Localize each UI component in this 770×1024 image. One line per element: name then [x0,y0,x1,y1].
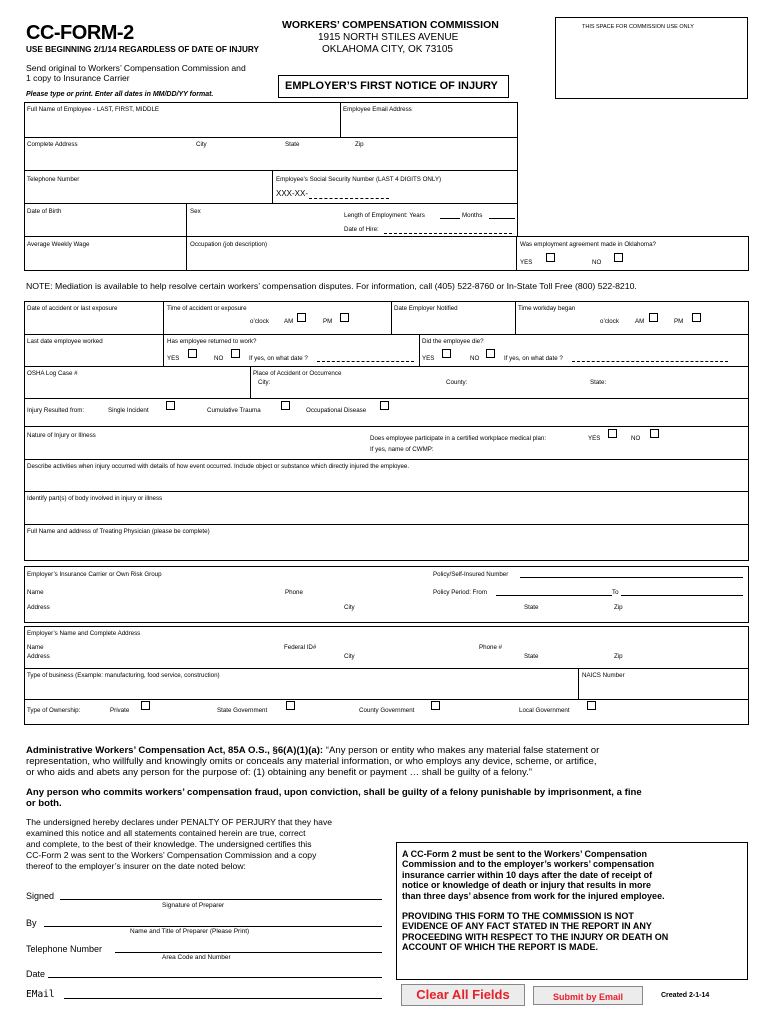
statute-paragraph [26,745,748,778]
occupation-input[interactable] [190,249,512,269]
returned-date-label: If yes, on what date ? [249,355,308,362]
osha-label: OSHA Log Case # [27,370,78,377]
evidence-line1: PROVIDING THIS FORM TO THE COMMISSION IS NOT [402,911,634,921]
cwmp-name-label: If yes, name of CWMP: [370,446,434,453]
cwmp-no-label: NO [631,435,641,442]
accident-oclock-label: o’clock [250,318,269,325]
carrier-phone-label: Phone [285,589,303,596]
returned-no-label: NO [214,355,224,362]
died-yes-label: YES [422,355,435,362]
policy-to-label: To [612,589,619,596]
workday-pm-label: PM [674,318,684,325]
statute-line1: “Any person or entity who makes any material false statement or [323,745,600,756]
workday-am-checkbox[interactable] [649,313,658,322]
declaration-line4: CC-Form 2 was sent to the Workers’ Compensation Commission and a copy [26,850,317,860]
by-label: By [26,918,37,928]
workday-am-label: AM [635,318,645,325]
effective-date-note: USE BEGINNING 2/1/14 REGARDLESS OF DATE OF INJURY [26,45,259,54]
carrier-city-label: City [344,604,355,611]
declaration-line2: examined this notice and all statements contained herein are true, correct [26,828,306,838]
place-city-label: City: [258,379,271,386]
ssn-input[interactable] [309,198,389,199]
declaration-line5: thereof to the employer’s insurer on the date noted below: [26,861,246,871]
employer-heading: Employer’s Name and Complete Address [27,630,141,637]
employer-notified-input[interactable] [394,313,512,333]
telephone-label: Telephone Number [26,944,103,954]
employee-name-label: Full Name of Employee - LAST, FIRST, MIDDLE [27,106,160,113]
signed-label: Signed [26,891,55,901]
months-label: Months [462,212,483,219]
cumulative-trauma-label: Cumulative Trauma [207,407,261,414]
ssn-label: Employee’s Social Security Number (LAST 4 DIGITS ONLY) [276,176,442,183]
by-caption: Name and Title of Preparer (Please Print) [130,928,250,935]
sex-input[interactable] [190,216,330,234]
accident-date-input[interactable] [26,313,159,333]
notice-line1: A CC-Form 2 must be sent to the Workers’ Compensation [402,849,648,859]
occupational-disease-label: Occupational Disease [306,407,367,414]
employee-name-input[interactable] [26,114,336,136]
oklahoma-question: Was employment agreement made in Oklahoma? [520,241,656,248]
agency-address-line2: OKLAHOMA CITY, OK 73105 [322,44,453,55]
declaration [26,817,391,872]
fraud-line2: or both. [26,798,62,809]
evidence-text [402,911,742,953]
employee-email-label: Employee Email Address [343,106,412,113]
accident-pm-label: PM [323,318,333,325]
employer-phone-label: Phone # [479,644,503,651]
evidence-line4: ACCOUNT OF WHICH THE REPORT IS MADE. [402,942,598,953]
place-county-label: County: [446,379,468,386]
carrier-label: Employer’s Insurance Carrier or Own Risk Group [27,571,162,578]
nature-input[interactable] [26,440,356,458]
telephone-caption: Area Code and Number [162,954,231,961]
signature-caption: Signature of Preparer [162,902,225,909]
single-incident-checkbox[interactable] [166,401,175,410]
policy-from-input[interactable] [496,595,612,596]
statute-citation: Administrative Workers’ Compensation Act, 85A O.S., §6(A)(1)(a): [26,745,324,756]
carrier-name-label: Name [27,589,44,596]
months-input[interactable] [489,218,515,219]
cwmp-yes-checkbox[interactable] [608,429,617,438]
dob-label: Date of Birth [27,208,62,215]
physician-input[interactable] [26,536,746,559]
ownership-label: Type of Ownership: [27,707,81,714]
fraud-line1: Any person who commits workers’ compensation fraud, upon conviction, shall be guilty of a felony punishable by imprisonment, a fine [26,787,642,798]
signed-input[interactable] [60,899,382,900]
employer-fein-label: Federal ID# [284,644,317,651]
employer-zip-label: Zip [614,653,623,660]
clear-all-fields-label: Clear All Fields [416,987,510,1002]
workday-pm-checkbox[interactable] [692,313,701,322]
policy-number-label: Policy/Self-Insured Number [433,571,509,578]
nature-label: Nature of Injury or Illness [27,432,96,439]
weekly-wage-label: Average Weekly Wage [27,241,90,248]
died-date-label: If yes, on what date ? [504,355,563,362]
clear-all-fields-button[interactable] [401,984,525,1006]
place-label: Place of Accident or Occurrence [253,370,342,377]
occupation-label: Occupation (job description) [190,241,268,248]
notice-line5: than three days’ absence from work for the injured employee. [402,890,665,901]
employer-city-label: City [344,653,355,660]
by-input[interactable] [44,926,382,927]
fraud-warning [26,787,748,809]
oklahoma-no-checkbox[interactable] [614,253,623,262]
notice-line4: notice or knowledge of death or injury that results in more [402,880,652,891]
died-yes-checkbox[interactable] [442,349,451,358]
cwmp-yes-label: YES [588,435,601,442]
employee-city-label: City [196,141,207,148]
policy-number-input[interactable] [520,577,743,578]
hire-date-input[interactable] [384,233,512,234]
died-label: Did the employee die? [422,338,484,345]
last-worked-input[interactable] [26,346,159,365]
accident-am-checkbox[interactable] [297,313,306,322]
accident-date-label: Date of accident or last exposure [27,305,118,312]
accident-pm-checkbox[interactable] [340,313,349,322]
state-government-label: State Government [217,707,268,714]
workday-began-label: Time workday began [518,305,576,312]
carrier-zip-label: Zip [614,604,623,611]
mediation-note: NOTE: Mediation is available to help resolve certain workers’ compensation disputes. For information, call (405) 522-8760 or In-State Toll Free (800) 522-8210. [26,281,637,291]
state-government-checkbox[interactable] [286,701,295,710]
submit-by-email-button[interactable] [533,986,643,1005]
physician-label: Full Name and address of Treating Physician (please be complete) [27,528,210,535]
weekly-wage-input[interactable] [26,249,182,269]
date-input[interactable] [48,977,382,978]
length-employment-label: Length of Employment: Years [344,212,425,219]
employer-notified-label: Date Employer Notified [394,305,458,312]
evidence-line3: PROCEEDING WITH RESPECT TO THE INJURY OR DEATH ON [402,931,669,942]
email-label: EMail [26,989,55,1000]
hire-date-label: Date of Hire: [344,226,379,233]
commission-use-label: THIS SPACE FOR COMMISSION USE ONLY [582,24,694,30]
employee-phone-input[interactable] [26,184,268,202]
died-no-checkbox[interactable] [486,349,495,358]
returned-yes-checkbox[interactable] [188,349,197,358]
employee-email-input[interactable] [343,114,515,136]
evidence-line2: EVIDENCE OF ANY FACT STATED IN THE REPORT IN ANY [402,921,652,932]
oklahoma-no-label: NO [592,259,602,266]
workday-oclock-label: o’clock [600,318,619,325]
employee-address-input[interactable] [26,149,514,169]
declaration-line1: The undersigned hereby declares under PENALTY OF PERJURY that they have [26,817,333,827]
business-type-label: Type of business (Example: manufacturing, food service, construction) [27,672,220,679]
oklahoma-yes-checkbox[interactable] [546,253,555,262]
employer-name-label: Name [27,644,44,651]
carrier-address-label: Address [27,604,50,611]
local-government-checkbox[interactable] [587,701,596,710]
agency-address-line1: 1915 NORTH STILES AVENUE [318,32,459,43]
naics-input[interactable] [582,680,746,698]
business-type-input[interactable] [26,680,574,698]
private-checkbox[interactable] [141,701,150,710]
osha-input[interactable] [26,378,246,397]
declaration-line3: and complete, to the best of their knowledge. The undersigned certifies this [26,839,312,849]
returned-label: Has employee returned to work? [167,338,257,345]
notice-line2: Commission and to the employer’s workers’ compensation [402,859,655,870]
employee-address-label: Complete Address [27,141,78,148]
accident-time-label: Time of accident or exposure [167,305,247,312]
submit-by-email-label: Submit by Email [552,992,623,1002]
entry-instructions: Please type or print. Enter all dates in MM/DD/YY format. [26,91,214,98]
employer-address-label: Address [27,653,50,660]
dob-input[interactable] [26,216,182,234]
send-instruction-line1: Send original to Workers’ Compensation Commission and [26,63,246,73]
ssn-mask: XXX-XX- [276,189,309,198]
county-government-checkbox[interactable] [431,701,440,710]
body-parts-label: Identify part(s) of body involved in injury or illness [27,495,163,502]
policy-from-label: Policy Period: From [433,589,487,596]
send-instruction-line2: 1 copy to Insurance Carrier [26,73,130,83]
telephone-input[interactable] [115,952,382,953]
statute-line2: representation, who willfully and knowingly omits or conceals any material information, or who employs any device, scheme, or artifice, [26,756,597,767]
returned-yes-label: YES [167,355,180,362]
employee-state-label: State [285,141,300,148]
local-government-label: Local Government [519,707,570,714]
cwmp-no-checkbox[interactable] [650,429,659,438]
notice-line3: insurance carrier within 10 days after the date of receipt of [402,869,653,880]
describe-input[interactable] [26,471,746,490]
died-date-input[interactable] [572,361,728,362]
single-incident-label: Single Incident [108,407,149,414]
died-no-label: NO [470,355,480,362]
body-parts-input[interactable] [26,503,746,523]
notice-text [402,849,742,901]
oklahoma-yes-label: YES [520,259,533,266]
employee-phone-label: Telephone Number [27,176,80,183]
email-input[interactable] [64,998,382,999]
date-label: Date [26,969,46,979]
private-label: Private [110,707,130,714]
years-input[interactable] [440,218,460,219]
returned-date-input[interactable] [317,361,414,362]
place-state-label: State: [590,379,607,386]
carrier-state-label: State [524,604,539,611]
policy-to-input[interactable] [621,595,743,596]
cumulative-trauma-checkbox[interactable] [281,401,290,410]
injury-resulted-label: Injury Resulted from: [27,407,85,414]
statute-line3: or who aids and abets any person for the purpose of: (1) obtaining any benefit or payment … shall be guilty of a felony.” [26,767,532,778]
form-id: CC-FORM-2 [26,22,134,44]
describe-label: Describe activities when injury occurred with details of how event occurred. Include object or substance which directly injured the employee. [27,463,410,470]
form-title: EMPLOYER’S FIRST NOTICE OF INJURY [285,80,498,92]
cwmp-question: Does employee participate in a certified workplace medical plan: [370,435,547,442]
sex-label: Sex [190,208,201,215]
agency-name: WORKERS’ COMPENSATION COMMISSION [282,19,499,31]
returned-no-checkbox[interactable] [231,349,240,358]
accident-am-label: AM [284,318,294,325]
occupational-disease-checkbox[interactable] [380,401,389,410]
created-date: Created 2-1-14 [661,992,710,999]
employee-zip-label: Zip [355,141,364,148]
last-worked-label: Last date employee worked [27,338,103,345]
employer-state-label: State [524,653,539,660]
county-government-label: County Government [359,707,415,714]
naics-label: NAICS Number [582,672,625,679]
